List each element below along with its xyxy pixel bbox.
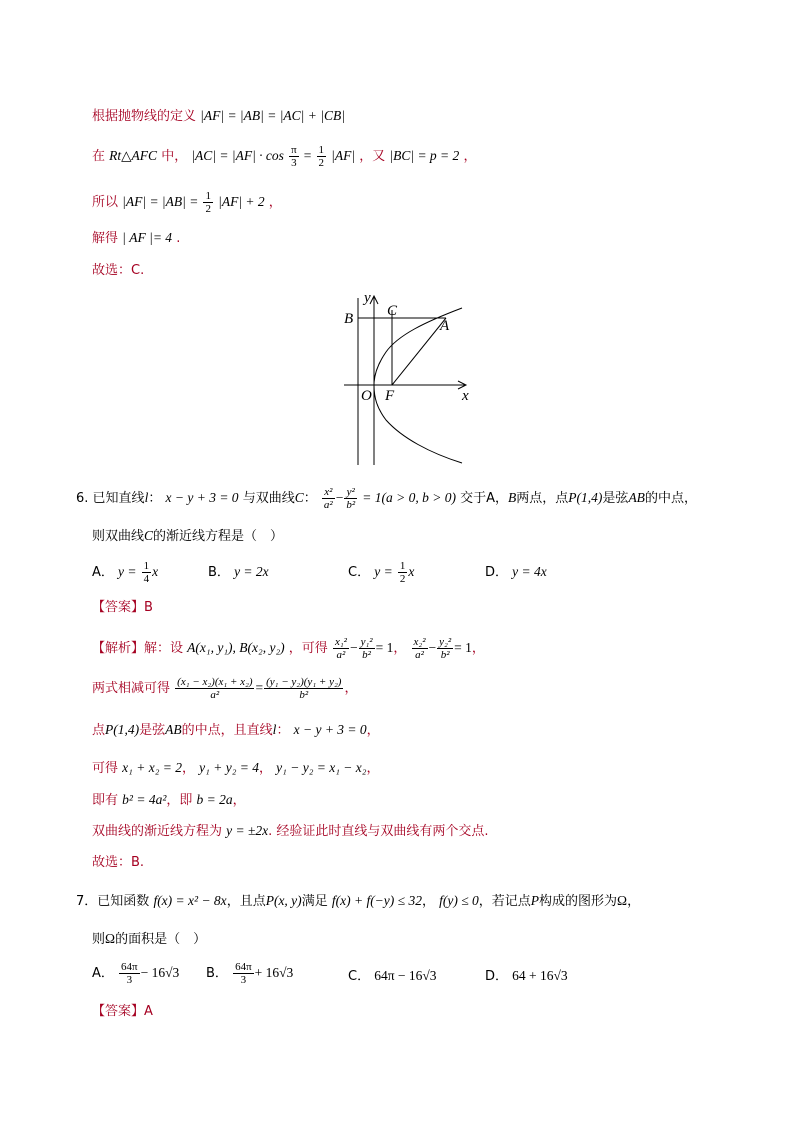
analysis-math: y = ±2x [226,823,269,838]
analysis-text: 两式相减可得 [92,681,171,696]
q6-number: 6. [76,491,89,506]
fraction-numerator: x₁² [334,636,347,648]
option-fraction [398,560,408,585]
q6-option-c[interactable] [348,560,414,585]
prev-line-4 [92,228,180,249]
analysis-text: ， [366,761,380,776]
prev-line-4-math: | AF |= 4 [122,230,173,245]
analysis-math: b = 2a [196,792,233,807]
fraction-numerator: y² [344,486,357,499]
analysis-math: y₁ − y₂ = x₁ − x₂ [276,760,367,775]
option-label: A． [92,565,114,580]
analysis-text: 即有 [92,793,119,808]
option-label: C． [348,969,371,984]
prev-line-3 [92,190,282,215]
prev-answer-choice: 故选：C. [92,263,145,278]
q6-analysis-line-6 [92,821,489,842]
parabola-figure [330,290,480,470]
label-C: C [387,303,398,319]
analysis-text: . 经验证此时直线与双曲线有两个交点. [268,824,489,839]
label-A: A [440,318,450,334]
prev-line-1-math: |AF| = |AB| = |AC| + |CB| [200,108,345,123]
q6-stem2-a: 则双曲线 [92,529,145,544]
fraction [359,636,375,661]
q6-analysis-line-3 [92,720,380,741]
q7-option-c[interactable] [348,966,437,987]
analysis-points: A(x₁, y₁), B(x₂, y₂) [187,640,285,655]
option-expr: y = 2x [234,564,269,579]
option-fraction [233,961,254,986]
label-y: y [364,290,371,306]
equation-rhs: = 1 [454,640,472,655]
q6-line-equation: x − y + 3 = 0 [165,490,239,505]
answer-value: B [144,600,153,615]
fraction-denominator: a² [336,649,346,661]
label-x: x [462,388,469,404]
q7-stem-text: 构成的图形为 [539,894,618,909]
prev-line-2-text-a: 在 [92,149,106,164]
q7-stem-text: ，若记点 [478,894,531,909]
q7-answer [92,1002,153,1022]
q7-function: f(x) = x² − 8x [153,893,227,908]
fraction-numerator: 64π [235,961,252,973]
option-expr-post: x [408,564,415,579]
option-label: B． [206,966,228,981]
equation-rhs: = 1 [375,640,394,655]
q6-answer [92,598,153,618]
analysis-text: ， [393,641,407,656]
fraction-numerator: (y₁ − y₂)(y₁ + y₂) [266,676,342,688]
analysis-text: ， [366,723,380,738]
analysis-math: x − y + 3 = 0 [293,722,367,737]
answer-tag: 【答案】 [92,1004,145,1019]
prev-line-2-rt: Rt△AFC [109,148,158,163]
q6-stem-g: 是弦 [602,491,629,506]
q7-stem-text: ， [421,894,435,909]
analysis-text: 是弦 [139,723,166,738]
option-label: D． [485,565,509,580]
q7-condition-2: f(y) ≤ 0 [439,893,479,908]
fraction-denominator: b² [440,649,450,661]
analysis-math: l [272,722,277,737]
fraction-denominator: a² [415,649,424,661]
q6-point-P: P(1,4) [568,490,603,505]
q7-omega: Ω [105,931,116,946]
equals-sign: = [255,680,264,695]
q7-omega: Ω [617,893,628,908]
fraction-denominator: 3 [240,974,247,986]
fraction [412,636,428,661]
answer-value: A [144,1004,153,1019]
q7-stem2-text: 的面积是（ ） [115,932,207,947]
analysis-text: ， [232,793,246,808]
fraction-denominator: b² [299,689,309,701]
q6-stem2-b: 的渐近线方程是（ ） [153,529,284,544]
fraction-denominator: 3 [291,157,297,169]
option-expr-post: x [152,564,159,579]
q6-analysis-line-2 [92,676,357,701]
fraction-denominator: 4 [143,573,150,585]
fraction-numerator: x² [322,486,335,499]
prev-line-3-text-b: ， [268,195,282,210]
option-label: C． [348,565,371,580]
fraction-numerator: y₂² [439,636,452,648]
analysis-text: ，可得 [288,641,328,656]
fraction-numerator: 1 [318,144,325,156]
q6-stem2-C: C [144,528,154,543]
q6-analysis-line-5 [92,790,246,811]
fraction-numerator: π [291,144,297,156]
prev-line-1 [92,106,345,127]
option-label: B． [208,565,230,580]
q7-point-P: P [530,893,540,908]
q6-stem: 6. 已知直线l： x − y + 3 = 0 与双曲线C： $\frac{\text{x²}}{\text{a²}}$ − $\frac{\text{y²}}{\text{b²}}$ = 1(a > 0, b > 0) 交于A，B两点，点P(1,4)是弦AB的中点， [76,486,697,511]
q6-stem-a: 已知直线 [92,491,145,506]
q6-analysis-line-4 [92,758,380,779]
prev-line-2-text-c: ，又 [359,149,386,164]
prev-line-1-text: 根据抛物线的定义 [92,109,197,124]
q6-hyperbola-rest: = 1(a > 0, b > 0) [362,490,456,505]
prev-line-3-math-b: |AF| + 2 [218,194,265,209]
prev-line-4-text: 解得 [92,231,119,246]
q7-stem-text: ， [627,894,641,909]
fraction-denominator: 2 [399,573,406,585]
prev-line-2-math-d: |AF| [331,148,356,163]
option-expr: y = 4x [512,564,547,579]
prev-line-2 [92,144,476,169]
analysis-text: 解：设 [144,641,184,656]
q6-stem-c: 与双曲线 [242,491,295,506]
q7-condition-1: f(x) + f(−y) ≤ 32 [331,893,422,908]
q7-option-d[interactable] [485,966,568,987]
analysis-text: 可得 [92,761,119,776]
q7-option-a[interactable] [92,961,179,986]
answer-tag: 【答案】 [92,600,145,615]
prev-line-2-eq: = [303,148,312,163]
prev-line-2-math-e: |BC| = p = 2 [389,148,460,163]
prev-line-2-text-b: 中， [161,149,188,164]
q7-stem-text: 满足 [301,894,328,909]
fraction-numerator: (x₁ − x₂)(x₁ + x₂) [177,676,253,688]
analysis-text: ，即 [166,793,193,808]
fraction-denominator: 2 [205,203,211,215]
prev-line-3-math-a: |AF| = |AB| = [122,194,199,209]
label-B: B [344,311,354,327]
analysis-math: b² = 4a² [122,792,167,807]
q7-option-b[interactable] [206,961,293,986]
q6-option-a[interactable] [92,560,158,585]
option-expr-post: − 16√3 [140,965,180,980]
label-O: O [361,388,372,404]
fraction-denominator: a² [210,689,220,701]
segment-FA [392,318,446,385]
analysis-text: ， [182,761,196,776]
q7-stem2-text: 则 [92,932,106,947]
q6-x2-over-a2 [322,486,335,511]
prev-line-3-text: 所以 [92,195,119,210]
fraction-numerator: 1 [205,190,211,202]
option-fraction [142,560,152,585]
q6-analysis-line-1: 【解析】解：设 A(x₁, y₁), B(x₂, y₂) ，可得 $\frac{\text{x₁²}}{\text{a²}}$ − $\frac{\text{y₁²}}{\text{b²}}$ = 1， $\frac{\text{x₂²}}{\text{a²}}$ − $\frac{\text{y₂²}}{\text{b²}}$ = 1， [92,636,485,661]
fraction-numerator: 64π [121,961,138,973]
fraction [264,676,343,701]
fraction-numerator: 1 [143,560,150,572]
option-expr: 64 + 16√3 [512,968,568,983]
fraction-numerator: y₁² [360,636,373,648]
q7-stem-text: ，且点 [226,894,266,909]
analysis-text: ， [259,761,273,776]
q6-line-l: l [144,490,149,505]
analysis-math: AB [165,722,182,737]
q6-stem-e: 交于A， [460,491,509,506]
one-half-fraction [317,144,327,169]
q6-stem-h: 的中点， [644,491,697,506]
q7-point: P(x, y) [265,893,302,908]
q6-y2-over-b2 [344,486,357,511]
q6-option-d[interactable] [485,562,547,583]
q7-stem [76,891,640,912]
fraction [175,676,254,701]
analysis-text: 的中点，且直线 [181,723,273,738]
fraction-denominator: 2 [318,157,325,169]
fraction-numerator: 1 [399,560,406,572]
q6-stem-line-2 [92,526,283,547]
option-label: D． [485,969,509,984]
fraction-denominator: b² [362,649,371,661]
option-expr: 64π − 16√3 [374,968,437,983]
option-expr-pre: y = [374,564,393,579]
analysis-text: 双曲线的渐近线方程为 [92,824,223,839]
analysis-text: ， [471,641,485,656]
prev-line-4-text-b: . [176,231,181,246]
q7-number: 7． [76,894,98,909]
option-expr-post: + 16√3 [254,965,294,980]
q6-option-b[interactable] [208,562,269,583]
one-half-fraction [203,190,213,215]
analysis-math: P(1,4) [105,722,140,737]
pi-over-3-fraction [289,144,299,169]
option-expr-pre: y = [118,564,137,579]
q6-stem-d: ： [303,491,317,506]
option-fraction [119,961,140,986]
prev-line-2-text-d: ， [463,149,477,164]
analysis-math: y₁ + y₂ = 4 [199,760,259,775]
q6-chord-AB: AB [628,490,645,505]
fraction [333,636,349,661]
q7-stem-text: 已知函数 [97,894,150,909]
prev-line-2-math-b: |AC| = |AF| · cos [191,148,284,163]
analysis-tag: 【解析】 [92,641,145,656]
analysis-math: x₁ + x₂ = 2 [122,760,182,775]
fraction-numerator: x₂² [413,636,426,648]
q6-final-choice: 故选：B. [92,855,145,870]
fraction [437,636,453,661]
analysis-text: 点 [92,723,106,738]
analysis-text: ： [276,723,290,738]
option-label: A． [92,966,114,981]
q6-point-B: B [508,490,517,505]
q6-hyperbola-C: C [294,490,304,505]
fraction-denominator: b² [346,499,356,511]
q7-stem-line-2 [92,929,206,950]
fraction-denominator: 3 [126,974,133,986]
q6-stem-f: 两点，点 [516,491,569,506]
q6-stem-b: ： [148,491,162,506]
label-F: F [385,388,395,404]
analysis-text: ， [344,681,358,696]
fraction-denominator: a² [323,499,333,511]
